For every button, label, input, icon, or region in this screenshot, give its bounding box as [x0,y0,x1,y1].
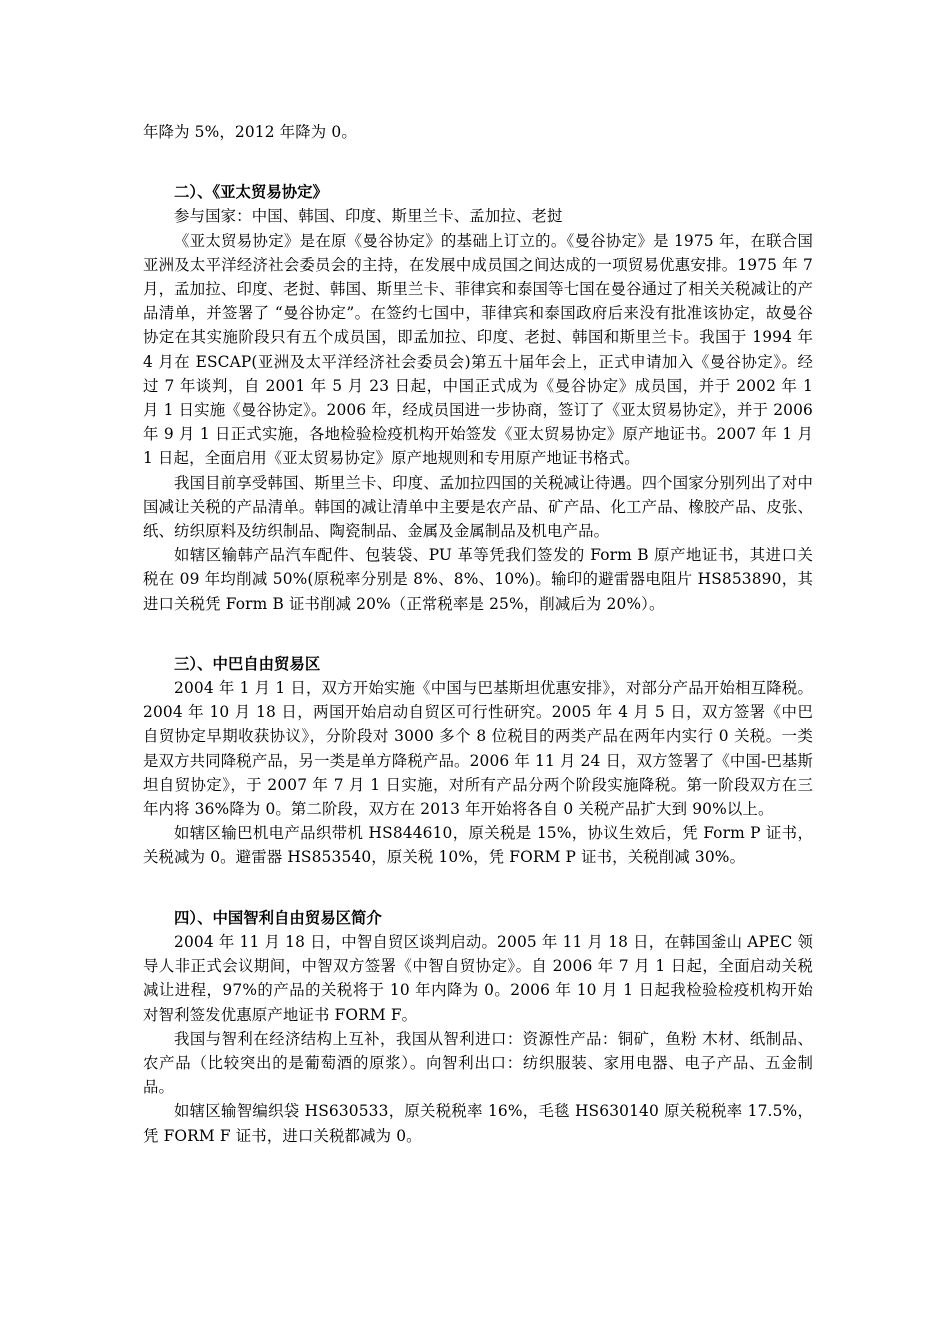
section-heading: 三）、中巴自由贸易区 [174,654,321,673]
paragraph: 《亚太贸易协定》是在原《曼谷协定》的基础上订立的。《曼谷协定》是 1975 年，在联合国亚洲及太平洋经济社会委员会的主持，在发展中成员国之间达成的一项贸易优惠安排。1975 年 7 月，孟加拉、印度、老挝、韩国、斯里兰卡、菲律宾和泰国等七国在曼谷通过了相关关税减让的产品清单，并签署了 “曼谷协定”。在签约七国中，菲律宾和泰国政府后来没有批准该协定，故曼谷协定在其实施阶段只有五个成员国，即孟加拉、印度、老挝、韩国和斯里兰卡。我国于 1994 年 4 月在 ESCAP(亚洲及太平洋经济社会委员会)第五十届年会上，正式申请加入《曼谷协定》。经过 7 年谈判，自 2001 年 5 月 23 日起，中国正式成为《曼谷协定》成员国，并于 2002 年 1 月 1 日实施《曼谷协定》。2006 年，经成员国进一步协商，签订了《亚太贸易协定》，并于 2006 年 9 月 1 日正式实施，各地检验检疫机构开始签发《亚太贸易协定》原产地证书。2007 年 1 月 1 日起，全面启用《亚太贸易协定》原产地规则和专用原产地证书格式。 [143,231,813,468]
document-body [143,120,813,1148]
intro-tail-paragraph: 年降为 5%，2012 年降为 0。 [143,123,357,141]
section-asia-pacific-trade-agreement [143,180,813,616]
section-gap [143,616,813,652]
section-gap [143,144,813,180]
paragraph: 如辖区输韩产品汽车配件、包装袋、PU 革等凭我们签发的 Form B 原产地证书，其进口关税在 09 年均削减 50%(原税率分别是 8%、8%、10%)。输印的避雷器电阻片 HS853890，其进口关税凭 Form B 证书削减 20%（正常税率是 25%，削减后为 20%）。 [143,546,813,613]
section-heading: 二）、《亚太贸易协定》 [174,183,328,202]
section-heading: 四）、中国智利自由贸易区简介 [174,908,382,927]
paragraph: 如辖区输巴机电产品织带机 HS844610，原关税是 15%，协议生效后，凭 Form P 证书，关税减为 0。避雷器 HS853540，原关税 10%，凭 FORM P 证书，关税削减 30%。 [143,824,813,867]
paragraph: 2004 年 1 月 1 日，双方开始实施《中国与巴基斯坦优惠安排》，对部分产品开始相互降税。2004 年 10 月 18 日，两国开始启动自贸区可行性研究。2005 年 4 月 5 日，双方签署《中巴自贸协定早期收获协议》，分阶段对 3000 多个 8 位税目的两类产品在两年内实行 0 关税。一类是双方共同降税产品，另一类是单方降税产品。2006 年 11 月 24 日，双方签署了《中国-巴基斯坦自贸协定》，于 2007 年 7 月 1 日实施，对所有产品分两个阶段实施降税。第一阶段双方在三年内将 36%降为 0。第二阶段，双方在 2013 年开始将各自 0 关税产品扩大到 90%以上。 [143,679,813,819]
paragraph: 我国目前享受韩国、斯里兰卡、印度、孟加拉四国的关税减让待遇。四个国家分别列出了对中国减让关税的产品清单。韩国的减让清单中主要是农产品、矿产品、化工产品、橡胶产品、皮张、纸、纺织原料及纺织制品、陶瓷制品、金属及金属制品及机电产品。 [143,473,813,541]
section-gap [143,870,813,906]
paragraph: 我国与智利在经济结构上互补，我国从智利进口：资源性产品：铜矿，鱼粉 木材、纸制品、农产品（比较突出的是葡萄酒的原浆）。向智利出口：纺织服装、家用电器、电子产品、五金制品。 [143,1029,813,1097]
paragraph: 2004 年 11 月 18 日，中智自贸区谈判启动。2005 年 11 月 18 日，在韩国釜山 APEC 领导人非正式会议期间，中智双方签署《中智自贸协定》。自 2006 年 7 月 1 日起，全面启动关税减让进程，97%的产品的关税将于 10 年内降为 0。2006 年 10 月 1 日起我检验检疫机构开始对智利签发优惠原产地证书 FORM F。 [143,932,813,1024]
paragraph: 如辖区输智编织袋 HS630533，原关税税率 16%，毛毯 HS630140 原关税税率 17.5%，凭 FORM F 证书，进口关税都减为 0。 [143,1102,813,1145]
section-china-pakistan-fta [143,652,813,870]
paragraph: 参与国家：中国、韩国、印度、斯里兰卡、孟加拉、老挝 [174,207,563,226]
section-china-chile-fta [143,906,813,1148]
